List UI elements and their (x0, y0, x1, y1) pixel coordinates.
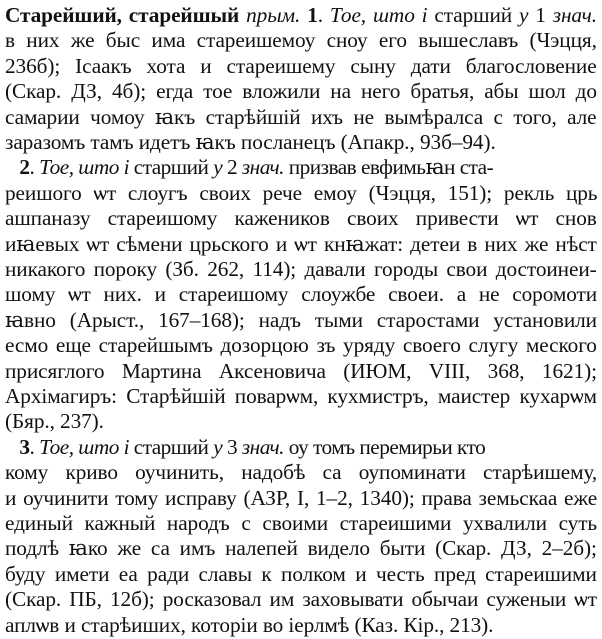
text-run: в них же быс има стареишемоу сноу его вышеславъ (Чэцця, (5, 28, 597, 53)
text-run: и оучинити тому исправу (АЗР, I, 1–2, 1340); права земьскаа еже (5, 485, 598, 510)
text-run: старший (129, 155, 214, 180)
italic-run: знач. (552, 3, 597, 27)
italic-run: у (213, 155, 223, 180)
text-run: иꙗевых ѡт сѣмени црьского и ѡт кнꙗжат: детеи в них же нѣст (5, 231, 597, 256)
italic-run: знач. (241, 155, 284, 180)
text-run: подлѣ ꙗко же са имъ налепей видело быти (Скар. ДЗ, 2–2б); (5, 536, 597, 561)
text-run: ꙗвно (Арыст., 167–168); надъ тыми старостами установили (5, 307, 597, 332)
text-run: единый кажный народъ с своими стареишими ухвалили суть (5, 511, 598, 535)
text-line (5, 332, 597, 359)
bold-run: 1 (307, 3, 318, 27)
text-line (5, 281, 597, 308)
text-line (5, 307, 597, 334)
text-run: заразомъ тамъ идетъ ꙗкъ посланецъ (Апакр., 93б–94). (5, 130, 496, 154)
text-run: призвав евфимьꙗн ста- (283, 155, 494, 180)
text-line (5, 561, 597, 588)
italic-run: Тое, што і (39, 155, 129, 180)
text-run: 3 (222, 434, 242, 459)
italic-run: знач. (241, 434, 284, 459)
text-run: 2 (222, 155, 242, 180)
text-run: . (29, 434, 40, 459)
text-line (5, 104, 597, 131)
text-run: (Скар. ДЗ, 4б); егда тое вложили на него братья, абы шол до (5, 79, 597, 104)
text-line (5, 27, 597, 54)
text-run: аплѡв и старѣиших, которіи во іерлмѣ (Каз. Кір., 213). (5, 612, 494, 637)
text-run: кому криво оучинить, надобѣ са оупоминати старѣишему, (5, 460, 598, 485)
text-run: буду имети еа ради славы к полком и честь пред стареишими (5, 561, 597, 586)
text-run: старший (427, 3, 519, 27)
text-line (5, 358, 597, 385)
text-line (5, 205, 597, 232)
text-line (5, 129, 496, 156)
text-run: Архімагиръ: Старѣйшій поварѡм, кухмистръ, маистер кухарѡм (5, 384, 597, 408)
text-run: шому ѡт них. и стареишому слоужбе своеи. а не соромоти (5, 282, 597, 307)
text-run: никакого пороку (Зб. 262, 114); давали городы свои достоинеи- (5, 257, 597, 281)
text-line (5, 612, 493, 639)
italic-run: у (518, 3, 529, 27)
text-run: . (317, 3, 330, 27)
text-run: 236б); Ісаакъ хота и стареишему сыну дати благословение (5, 53, 597, 78)
bold-run: Старейший, старейшый (5, 3, 240, 27)
text-line (5, 53, 597, 80)
text-line (5, 154, 493, 181)
text-run (5, 155, 19, 179)
text-line (5, 485, 597, 512)
text-run: ашпаназу стареишому кажеников своих привести ѡт снов (5, 206, 597, 231)
text-run: (Бяр., 237). (5, 409, 104, 434)
text-run: 1 (528, 3, 553, 27)
text-run (5, 435, 19, 459)
italic-run: у (213, 434, 223, 459)
text-run: оу томъ перемирьи кто (283, 434, 486, 459)
text-line (5, 535, 597, 562)
text-line (5, 586, 597, 613)
italic-run: Тое, што і (39, 434, 129, 459)
text-line (5, 2, 597, 29)
text-run: старший (129, 434, 214, 459)
italic-run: прым. (246, 3, 301, 27)
bold-run: 3 (19, 434, 30, 459)
text-line (5, 510, 597, 537)
text-run: (Скар. ПБ, 12б); росказовал им заховывати обычаи суженыи ѡт (5, 587, 597, 612)
bold-run: 2 (19, 155, 30, 180)
text-line (5, 78, 597, 105)
text-line (5, 408, 104, 435)
text-line (5, 180, 597, 207)
text-line (5, 434, 485, 461)
text-run: присяглого Мартина Аксеновича (ИЮМ, VIII, 368, 1621); (5, 358, 597, 383)
text-run: . (29, 155, 40, 180)
text-line (5, 383, 597, 410)
text-line (5, 459, 597, 486)
text-line (5, 256, 597, 283)
text-run: есмо еще старейшымъ дозорцою зъ уряду своего слугу меского (5, 333, 597, 358)
text-run: реишого ѡт слоугъ своих рече емоу (Чэцця, 151); рекль црь (5, 180, 598, 205)
text-run: самарии чомоу ꙗкъ старѣйшій ихъ не вымѣралса с того, але (5, 104, 597, 129)
italic-run: Тое, што і (329, 3, 428, 27)
text-line (5, 231, 597, 258)
